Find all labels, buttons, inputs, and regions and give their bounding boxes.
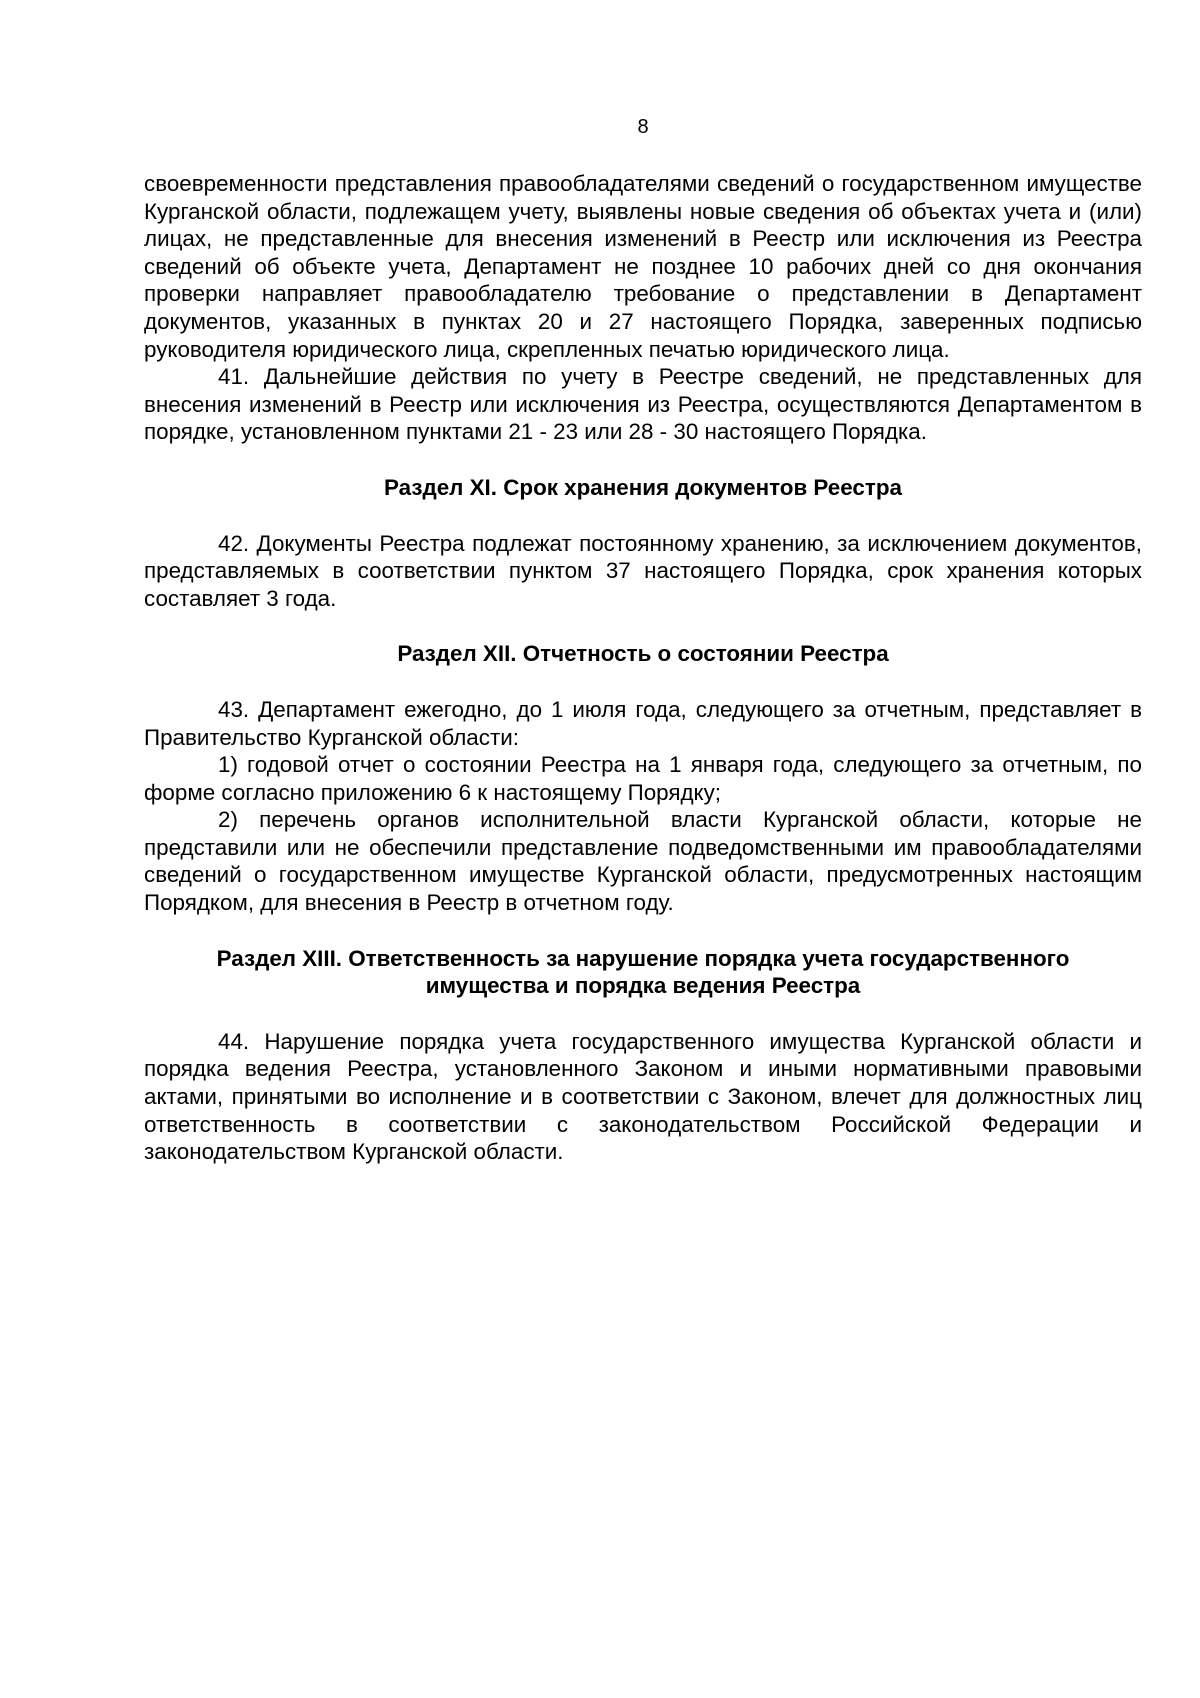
section-heading-13-line-2: имущества и порядка ведения Реестра — [425, 973, 861, 999]
page-number: 8 — [637, 116, 649, 138]
paragraph-43-item-2: 2) перечень органов исполнительной власти Курганской области, которые не представили или не обеспечили представление подведомственными им правообладателями сведений о государственном имуществе Курганской области, предусмотренных настоящим Порядком, для внесения в Реестр в отчетном году. — [144, 807, 1142, 916]
section-heading-13 — [144, 945, 1142, 1000]
paragraph-44: 44. Нарушение порядка учета государственного имущества Курганской области и порядка ведения Реестра, установленного Законом и иными нормативными правовыми актами, принятыми во исполнение и в соответствии с Законом, влечет для должностных лиц ответственность в соответствии с законодательством Российской Федерации и законодательством Курганской области. — [144, 1028, 1142, 1165]
section-heading-12: Раздел XII. Отчетность о состоянии Реестра — [397, 641, 889, 667]
paragraph-43-item-1: 1) годовой отчет о состоянии Реестра на 1 января года, следующего за отчетным, по форме согласно приложению 6 к настоящему Порядку; — [144, 752, 1142, 805]
paragraph-42: 42. Документы Реестра подлежат постоянному хранению, за исключением документов, представляемых в соответствии пунктом 37 настоящего Порядка, срок хранения которых составляет 3 года. — [144, 530, 1142, 611]
paragraph-continuation: своевременности представления правообладателями сведений о государственном имуществе Курганской области, подлежащем учету, выявлены новые сведения об объектах учета и (или) лицах, не представленные для внесения изменений в Реестр или исключения из Реестра сведений об объекте учета, Департамент не позднее 10 рабочих дней со дня окончания проверки направляет правообладателю требование о представлении в Департамент документов, указанных в пунктах 20 и 27 настоящего Порядка, заверенных подписью руководителя юридического лица, скрепленных печатью юридического лица. — [144, 171, 1142, 362]
paragraph-41: 41. Дальнейшие действия по учету в Реестре сведений, не представленных для внесения изменений в Реестр или исключения из Реестра, осуществляются Департаментом в порядке, установленном пунктами 21 - 23 или 28 - 30 настоящего Порядка. — [144, 364, 1142, 445]
section-heading-11: Раздел XI. Срок хранения документов Реестра — [384, 474, 902, 500]
paragraph-43: 43. Департамент ежегодно, до 1 июля года, следующего за отчетным, представляет в Правительство Курганской области: — [144, 696, 1142, 750]
section-heading-13-line-1: Раздел XIII. Ответственность за нарушение порядка учета государственного — [216, 945, 1070, 971]
document-body — [144, 170, 1142, 1166]
